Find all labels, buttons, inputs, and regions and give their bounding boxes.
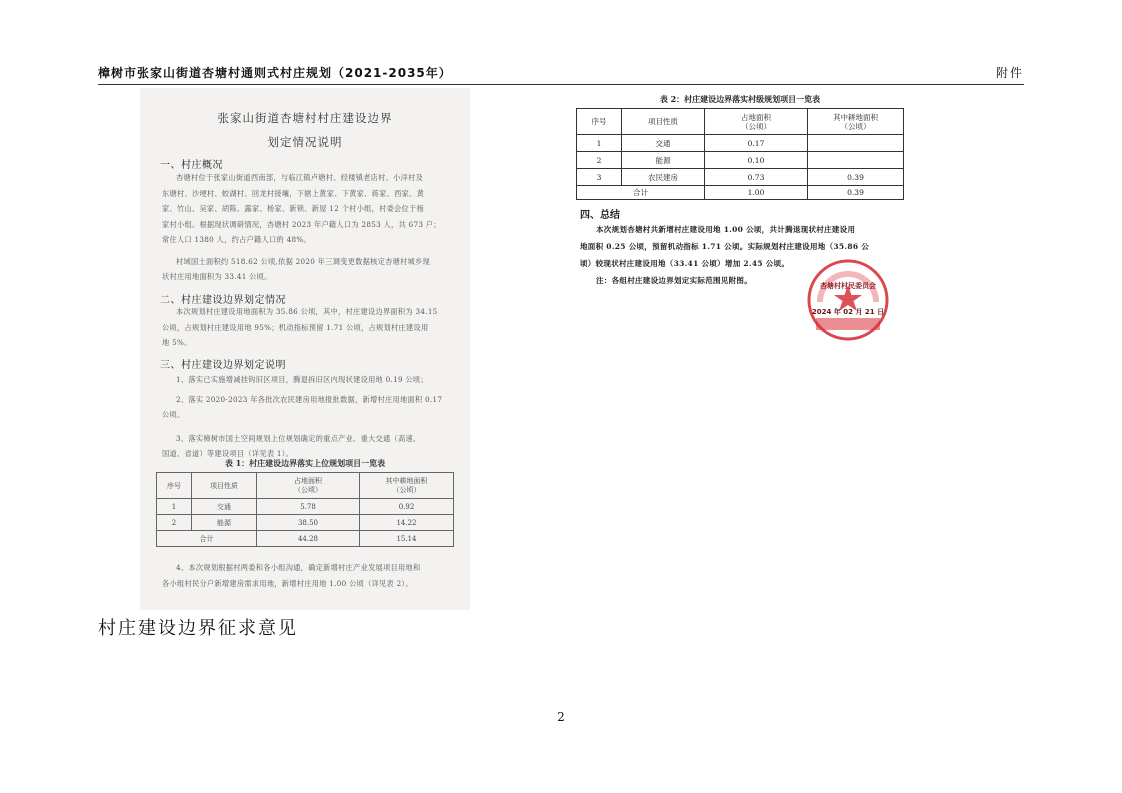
scanned-document-left [140, 88, 470, 610]
seal-org-text: 杏塘村村民委员会 [820, 282, 876, 290]
table-row: 2 能源 0.10 [577, 152, 904, 169]
table-header: 序号 [577, 109, 622, 135]
text-line: 2、落实 2020-2023 年各批次农民建房用地报批数据，新增村庄用地面积 0.17 [176, 394, 443, 404]
table-1 [156, 472, 454, 547]
text-line: 3、落实樟树市国土空间规划上位规划确定的重点产业、重大交通（高速、 [176, 433, 421, 443]
text-line: 国道、省道）等建设项目（详见表 1）。 [162, 449, 294, 458]
text-line: 地 5%。 [162, 338, 192, 347]
section-heading: 村庄建设边界征求意见 [98, 618, 298, 639]
text-line: 各小组村民分户新增建房需求用地，新增村庄用地 1.00 公顷（详见表 2）。 [162, 578, 413, 588]
table-2 [576, 108, 904, 200]
text-line: 家村小组。根据现状调研情况，杏塘村 2023 年户籍人口为 2853 人，共 673 户； [162, 219, 441, 229]
page-number: 2 [557, 710, 565, 724]
text-line: 顷）较现状村庄建设用地（33.41 公顷）增加 2.45 公顷。 [580, 259, 790, 268]
text-line: 家、竹山、吴家、胡陈、露家、杨家、新锁、新屋 12 个村小组，村委会位于杨 [162, 204, 425, 213]
seal-date-text: 2024 年 02 月 21 日 [811, 308, 885, 316]
table-header: 占地面积 （公顷） [257, 473, 360, 499]
text-line: 本次规划杏塘村共新增村庄建设用地 1.00 公顷，共计腾退现状村庄建设用 [596, 225, 856, 234]
text-line: 杏塘村位于张家山街道西南部，与临江镇卢塘村、经楼镇老店村、小洋村及 [176, 173, 424, 182]
table-header: 序号 [157, 473, 192, 499]
text-line: 公顷，占规划村庄建设用地 95%；机动指标预留 1.71 公顷，占规划村庄建设用 [162, 322, 429, 332]
table-row: 3 农民建房 0.73 0.39 [577, 169, 904, 186]
text-line: 常住人口 1380 人，约占户籍人口的 48%。 [162, 235, 311, 244]
table-2-caption: 表 2：村庄建设边界落实村级规划项目一览表 [659, 94, 821, 104]
text-line: 本次规划村庄建设用地面积为 35.86 公顷，其中，村庄建设边界面积为 34.15 [176, 307, 438, 316]
page-header-attachment-label: 附件 [995, 66, 1024, 80]
text-line: 公顷。 [162, 410, 185, 419]
doc-title-line1: 张家山街道杏塘村村庄建设边界 [217, 111, 393, 125]
text-line: 1、落实已实施增减挂钩旧区项目，腾退拆旧区内现状建设用地 0.19 公顷； [176, 375, 428, 384]
table-header: 项目性质 [622, 109, 705, 135]
text-line: 东塘村、沙埂村、蛟湖村、回龙村接壤，下辖上黄家、下黄家、蒋家、西家、黄 [162, 188, 425, 198]
table-row: 1 交通 0.17 [577, 135, 904, 152]
table-header: 项目性质 [192, 473, 257, 499]
table-row: 2 能源 38.50 14.22 [157, 515, 454, 531]
section-1-heading: 一、村庄概况 [160, 160, 223, 171]
table-1-caption: 表 1：村庄建设边界落实上位规划项目一览表 [224, 458, 386, 468]
text-line: 状村庄用地面积为 33.41 公顷。 [162, 272, 272, 281]
text-line: 村域国土面积约 518.62 公顷,依据 2020 年三调变更数据核定杏塘村城乡现 [176, 256, 431, 266]
section-2-body [162, 304, 462, 351]
doc-title-line2: 划定情况说明 [267, 135, 343, 149]
table-header: 其中耕地面积 （公顷） [360, 473, 454, 499]
section-3-body [162, 372, 462, 462]
table-total-row: 合计 1.00 0.39 [577, 186, 904, 200]
table-row: 1 交通 5.78 0.92 [157, 499, 454, 515]
text-line: 4、本次规划根据村两委和各小组沟通，确定新增村庄产业发展项目用地和 [176, 563, 421, 572]
summary-heading: 四、总结 [580, 210, 620, 221]
section-3-item-4 [162, 560, 466, 591]
text-line: 地面积 0.25 公顷，预留机动指标 1.71 公顷。实际规划村庄建设用地（35.86 公 [580, 242, 870, 251]
section-2-heading: 二、村庄建设边界划定情况 [160, 295, 286, 306]
page-header-title: 樟树市张家山街道杏塘村通则式村庄规划（2021-2035年） [98, 66, 452, 80]
header-divider [98, 84, 1024, 85]
official-seal-stamp [806, 258, 890, 342]
table-total-row: 合计 44.28 15.14 [157, 531, 454, 547]
summary-note: 注：各组村庄建设边界划定实际范围见附图。 [596, 276, 752, 285]
section-3-heading: 三、村庄建设边界划定说明 [160, 360, 286, 371]
section-1-body [162, 170, 462, 285]
table-header: 其中耕地面积 （公顷） [808, 109, 904, 135]
table-header: 占地面积 （公顷） [705, 109, 808, 135]
